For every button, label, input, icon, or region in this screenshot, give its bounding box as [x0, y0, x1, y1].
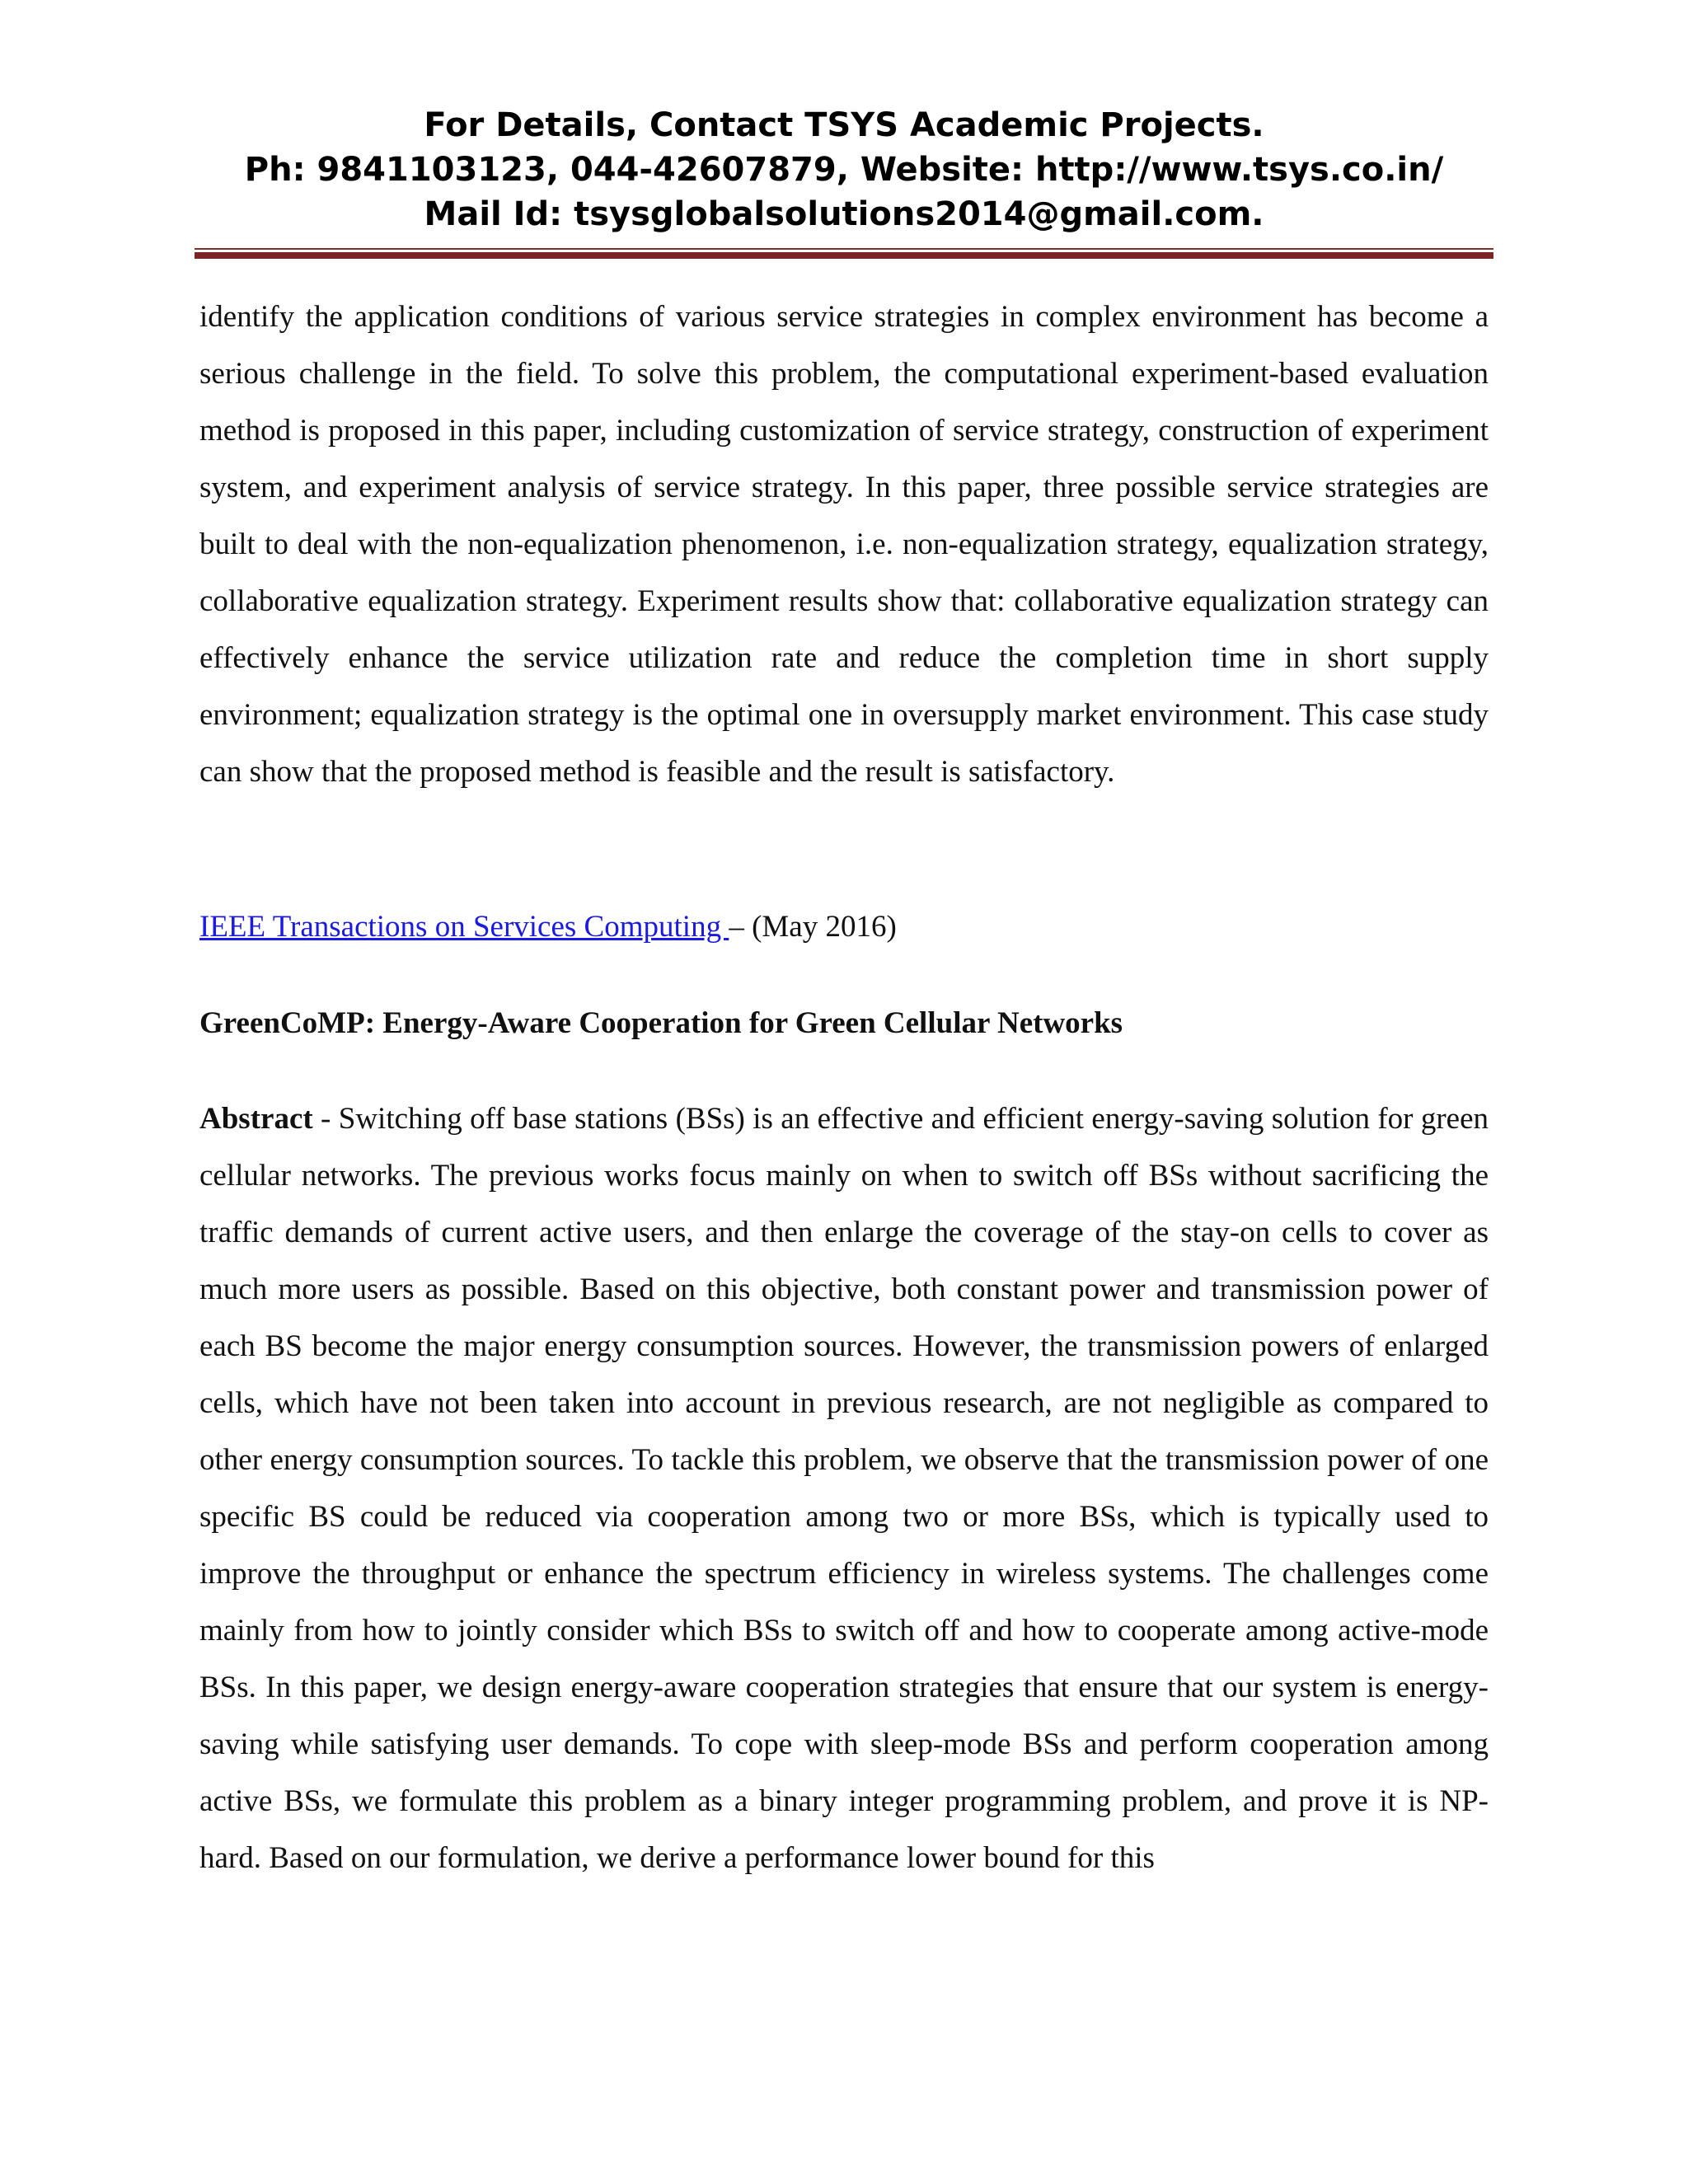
- abstract-text: - Switching off base stations (BSs) is an effective and efficient energy-saving solution for green cellular networks. The previous works focus mainly on when to switch off BSs without sacrificing the traffic demands of current active users, and then enlarge the coverage of the stay-on cells to cover as much more users as possible. Based on this objective, both constant power and transmission power of each BS become the major energy consumption sources. However, the transmission powers of enlarged cells, which have not been taken into account in previous research, are not negligible as compared to other energy consumption sources. To tackle this problem, we observe that the transmission power of one specific BS could be reduced via cooperation among two or more BSs, which is typically used to improve the throughput or enhance the spectrum efficiency in wireless systems. The challenges come mainly from how to jointly consider which BSs to switch off and how to cooperate among active-mode BSs. In this paper, we design energy-aware cooperation strategies that ensure that our system is energy-saving while satisfying user demands. To cope with sleep-mode BSs and perform cooperation among active BSs, we formulate this problem as a binary integer programming problem, and prove it is NP-hard. Based on our formulation, we derive a performance lower bound for this: [199, 1102, 1489, 1875]
- journal-link[interactable]: IEEE Transactions on Services Computing: [199, 910, 729, 944]
- source-citation: [199, 898, 1489, 955]
- publication-date: – (May 2016): [729, 910, 897, 944]
- header-divider-thin: [195, 248, 1493, 250]
- previous-abstract-paragraph: identify the application conditions of various service strategies in complex environment has become a serious challenge in the field. To solve this problem, the computational experiment-based evaluation method is proposed in this paper, including customization of service strategy, construction of experiment system, and experiment analysis of service strategy. In this paper, three possible service strategies are built to deal with the non-equalization phenomenon, i.e. non-equalization strategy, equalization strategy, collaborative equalization strategy. Experiment results show that: collaborative equalization strategy can effectively enhance the service utilization rate and reduce the completion time in short supply environment; equalization strategy is the optimal one in oversupply market environment. This case study can show that the proposed method is feasible and the result is satisfactory.: [199, 300, 1489, 789]
- paper-title: GreenCoMP: Energy-Aware Cooperation for Green Cellular Networks: [199, 1006, 1123, 1040]
- header-divider-thick: [195, 252, 1493, 259]
- header-line-phone-website: Ph: 9841103123, 044-42607879, Website: http://www.tsys.co.in/: [244, 151, 1444, 189]
- header-line-contact: For Details, Contact TSYS Academic Projects.: [424, 106, 1264, 144]
- header-line-mail: Mail Id: tsysglobalsolutions2014@gmail.com.: [424, 195, 1264, 233]
- contact-header: [195, 103, 1493, 237]
- abstract-label: Abstract: [199, 1102, 313, 1136]
- abstract-paragraph: [199, 1090, 1489, 1886]
